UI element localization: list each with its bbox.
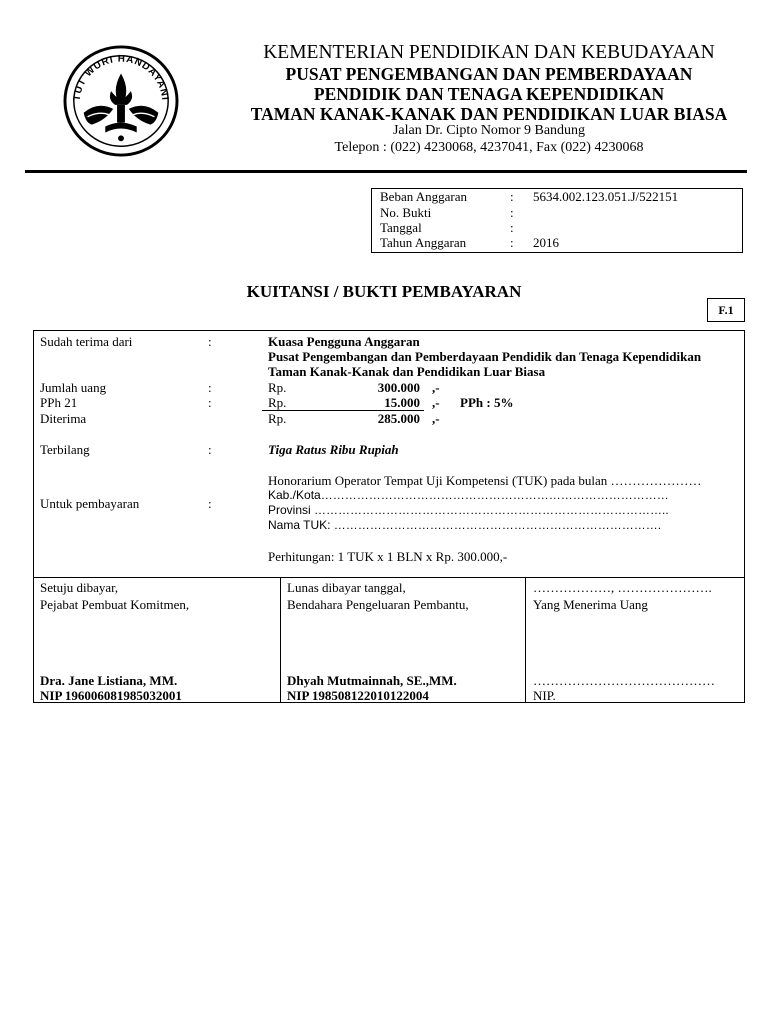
purpose-line-1: Honorarium Operator Tempat Uji Kompetensi (TUK) pada bulan ………………… <box>268 473 702 488</box>
budget-value-beban: 5634.002.123.051.J/522151 <box>533 189 679 204</box>
budget-sep: : <box>510 189 514 204</box>
net-received-currency: Rp. <box>268 411 287 426</box>
purpose-line-2: Kab./Kota…………………………………………………………………………… <box>268 488 669 502</box>
sig-3-line-1: ………………, …………………. <box>533 580 712 595</box>
sig-2-line-2: Bendahara Pengeluaran Pembantu, <box>287 597 469 612</box>
spelled-amount-label: Terbilang <box>40 442 90 457</box>
amount-value: 300.000 <box>377 380 420 395</box>
received-from-label: Sudah terima dari <box>40 334 133 349</box>
budget-label-beban: Beban Anggaran <box>380 189 468 204</box>
document-title: KUITANSI / BUKTI PEMBAYARAN <box>246 282 522 301</box>
sig-2-line-1: Lunas dibayar tanggal, <box>287 580 406 595</box>
budget-sep: : <box>510 235 514 250</box>
amount-suffix: ,- <box>432 380 440 395</box>
received-from-line-2: Pusat Pengembangan dan Pemberdayaan Pendidik dan Tenaga Kependidikan <box>268 349 702 364</box>
net-received-suffix: ,- <box>432 411 440 426</box>
received-from-line-3: Taman Kanak-Kanak dan Pendidikan Luar Biasa <box>268 364 546 379</box>
sig-2-nip: NIP 198508122010122004 <box>287 688 429 703</box>
sig-1-line-1: Setuju dibayar, <box>40 580 119 595</box>
purpose-sep: : <box>208 496 212 511</box>
center-title-line-1: PUSAT PENGEMBANGAN DAN PEMBERDAYAAN <box>285 64 693 84</box>
tax-rate-note: PPh : 5% <box>460 395 514 410</box>
budget-sep: : <box>510 220 514 235</box>
tut-wuri-handayani-logo <box>62 44 180 158</box>
budget-label-no-bukti: No. Bukti <box>380 205 432 220</box>
amount-currency: Rp. <box>268 380 287 395</box>
sig-3-line-2: Yang Menerima Uang <box>533 597 648 612</box>
center-title-line-2: PENDIDIK DAN TENAGA KEPENDIDIKAN <box>313 84 665 104</box>
budget-value-tahun: 2016 <box>533 235 559 250</box>
purpose-line-3: Provinsi …………………………………………………………………………….. <box>268 503 669 517</box>
header-divider <box>25 170 747 173</box>
budget-label-tahun: Tahun Anggaran <box>380 235 467 250</box>
tax-sep: : <box>208 395 212 410</box>
signature-col-divider <box>525 577 526 703</box>
budget-sep: : <box>510 205 514 220</box>
net-received-label: Diterima <box>40 411 87 426</box>
budget-label-tanggal: Tanggal <box>380 220 422 235</box>
amount-label: Jumlah uang <box>40 380 107 395</box>
purpose-label: Untuk pembayaran <box>40 496 140 511</box>
received-from-sep: : <box>208 334 212 349</box>
sig-1-name: Dra. Jane Listiana, MM. <box>40 673 178 688</box>
amount-sep: : <box>208 380 212 395</box>
sig-2-name: Dhyah Mutmainnah, SE.,MM. <box>287 673 457 688</box>
sig-3-nip: NIP. <box>533 688 556 703</box>
sig-1-nip: NIP 196006081985032001 <box>40 688 182 703</box>
signature-col-divider <box>280 577 281 703</box>
purpose-calculation: Perhitungan: 1 TUK x 1 BLN x Rp. 300.000,- <box>268 549 508 564</box>
purpose-line-4: Nama TUK: ………………………………………………………………………. <box>268 518 662 532</box>
tax-value: 15.000 <box>384 395 420 410</box>
signature-divider <box>33 577 745 578</box>
received-from-line-1: Kuasa Pengguna Anggaran <box>268 334 420 349</box>
spelled-amount-value: Tiga Ratus Ribu Rupiah <box>268 442 399 457</box>
sig-1-line-2: Pejabat Pembuat Komitmen, <box>40 597 190 612</box>
sig-3-name: …………………………………… <box>533 673 715 688</box>
center-title-line-3: TAMAN KANAK-KANAK DAN PENDIDIKAN LUAR BIASA <box>250 104 728 124</box>
ministry-title: KEMENTERIAN PENDIDIKAN DAN KEBUDAYAAN <box>263 42 715 63</box>
tax-currency: Rp. <box>268 395 287 410</box>
svg-text:TUT WURI HANDAYANI: TUT WURI HANDAYANI <box>71 53 171 102</box>
spelled-amount-sep: : <box>208 442 212 457</box>
net-received-value: 285.000 <box>377 411 420 426</box>
institution-phone: Telepon : (022) 4230068, 4237041, Fax (022) 4230068 <box>334 140 644 155</box>
tax-label: PPh 21 <box>40 395 78 410</box>
institution-address: Jalan Dr. Cipto Nomor 9 Bandung <box>392 123 586 138</box>
form-code-badge: F.1 <box>707 298 745 322</box>
tax-suffix: ,- <box>432 395 440 410</box>
